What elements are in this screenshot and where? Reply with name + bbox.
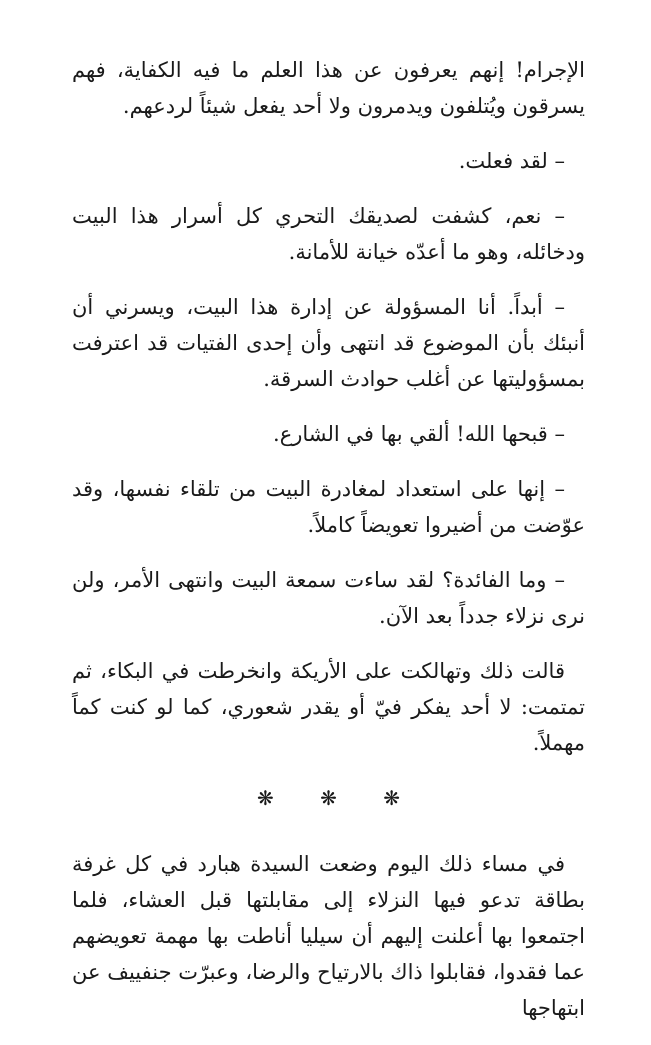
dialogue-line-6: – إنها على استعداد لمغادرة البيت من تلقاء نفسها، وقد عوّضت من أضيروا تعويضاً كاملاً. bbox=[72, 477, 585, 537]
section-separator: ❋ ❋ ❋ bbox=[257, 786, 420, 810]
document-page bbox=[72, 52, 585, 1045]
paragraph-8: قالت ذلك وتهالكت على الأريكة وانخرطت في البكاء، ثم تمتمت: لا أحد يفكر فيّ أو يقدر شعوري، كما لو كنت كماً مهملاً. bbox=[72, 659, 585, 755]
dialogue-line-4: – أبداً. أنا المسؤولة عن إدارة هذا البيت، ويسرني أن أنبئك بأن الموضوع قد انتهى وأن إحدى الفتيات قد اعترفت بمسؤوليتها عن أغلب حوادث السرقة. bbox=[72, 295, 585, 391]
dialogue-line-5: – قبحها الله! ألقي بها في الشارع. bbox=[273, 422, 565, 446]
dialogue-line-3: – نعم، كشفت لصديقك التحري كل أسرار هذا البيت ودخائله، وهو ما أعدّه خيانة للأمانة. bbox=[72, 204, 585, 264]
paragraph-1: الإجرام! إنهم يعرفون عن هذا العلم ما فيه الكفاية، فهم يسرقون ويُتلفون ويدمرون ولا أحد يفعل شيئاً لردعهم. bbox=[72, 58, 585, 118]
paragraph-9: في مساء ذلك اليوم وضعت السيدة هبارد في كل غرفة بطاقة تدعو فيها النزلاء إلى مقابلتها قبل العشاء، فلما اجتمعوا بها أعلنت إليهم أن سيليا أناطت بها مهمة تعويضهم عما فقدوا، فقابلوا ذاك بالارتياح والرضا، وعبرّت جنفييف عن ابتهاجها bbox=[72, 852, 585, 1020]
dialogue-line-2: – لقد فعلت. bbox=[458, 149, 565, 173]
dialogue-line-7: – وما الفائدة؟ لقد ساءت سمعة البيت وانتهى الأمر، ولن نرى نزلاء جدداً بعد الآن. bbox=[72, 568, 585, 628]
